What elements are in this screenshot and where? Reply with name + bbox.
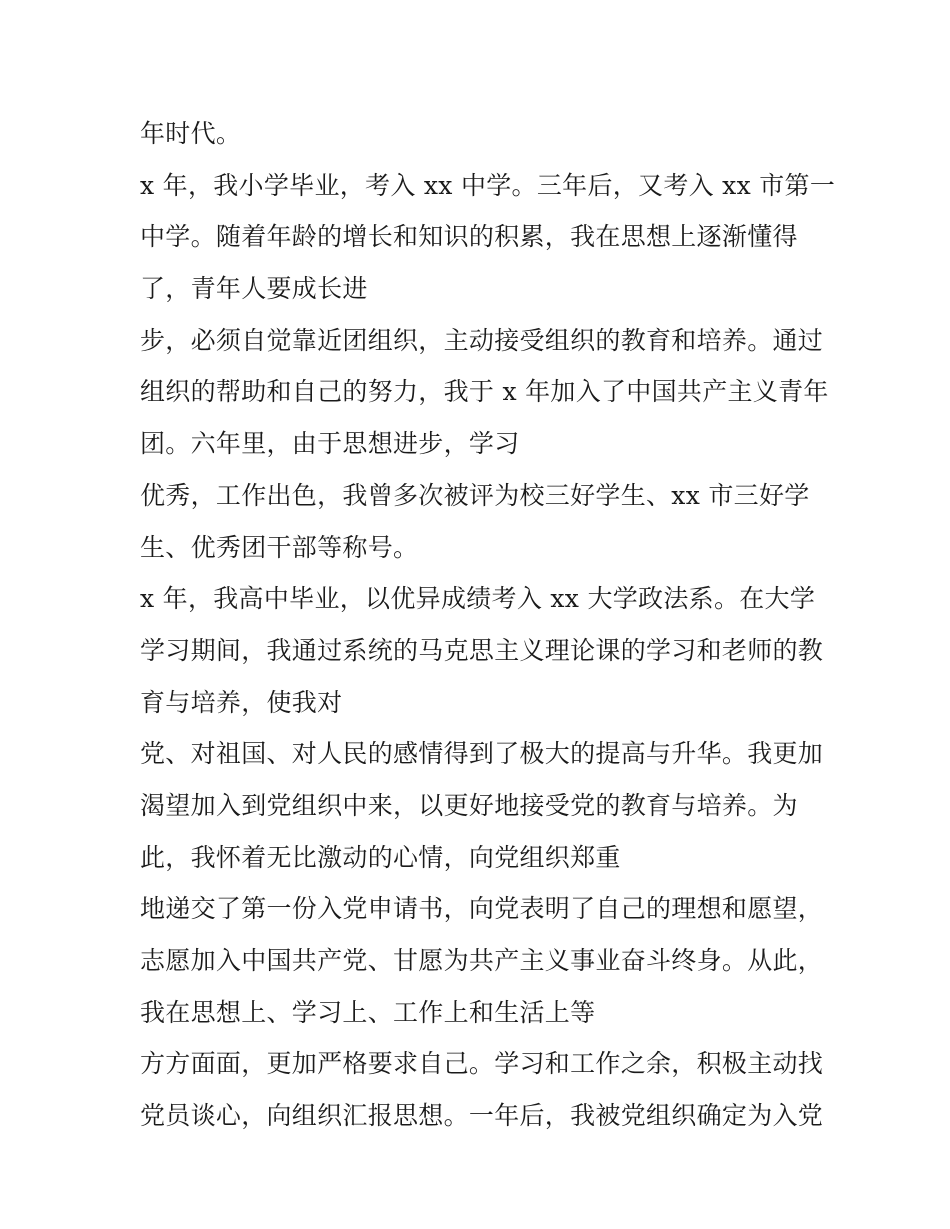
text-line: 组织的帮助和自己的努力，我于 x 年加入了中国共产主义青年: [140, 377, 829, 407]
text-line: 党、对祖国、对人民的感情得到了极大的提高与升华。我更加: [140, 739, 824, 769]
text-line: x 年，我小学毕业，考入 xx 中学。三年后，又考入 xx 市第一: [140, 170, 836, 200]
body-text: [140, 108, 836, 1142]
text-line: 学习期间，我通过系统的马克思主义理论课的学习和老师的教: [140, 635, 824, 665]
text-line: 中学。随着年龄的增长和知识的积累，我在思想上逐渐懂得: [140, 222, 798, 252]
text-line: 渴望加入到党组织中来，以更好地接受党的教育与培养。为: [140, 790, 798, 820]
text-line: 步，必须自觉靠近团组织，主动接受组织的教育和培养。通过: [140, 325, 824, 355]
text-line: 地递交了第一份入党申请书，向党表明了自己的理想和愿望，: [140, 894, 824, 924]
text-line: 此，我怀着无比激动的心情，向党组织郑重: [140, 842, 621, 872]
text-line: x 年，我高中毕业，以优异成绩考入 xx 大学政法系。在大学: [140, 584, 816, 614]
text-line: 优秀，工作出色，我曾多次被评为校三好学生、xx 市三好学: [140, 480, 810, 510]
text-line: 党员谈心，向组织汇报思想。一年后，我被党组织确定为入党: [140, 1101, 824, 1131]
text-line: 志愿加入中国共产党、甘愿为共产主义事业奋斗终身。从此，: [140, 946, 824, 975]
text-line: 我在思想上、学习上、工作上和生活上等: [140, 997, 596, 1027]
text-line: 方方面面，更加严格要求自己。学习和工作之余，积极主动找: [140, 1049, 824, 1079]
text-line: 年时代。: [140, 119, 242, 148]
text-line: 生、优秀团干部等称号。: [140, 532, 419, 562]
text-line: 团。六年里，由于思想进步，学习: [140, 429, 520, 459]
text-line: 育与培养，使我对: [140, 687, 343, 717]
text-line: 了，青年人要成长进: [140, 274, 368, 304]
